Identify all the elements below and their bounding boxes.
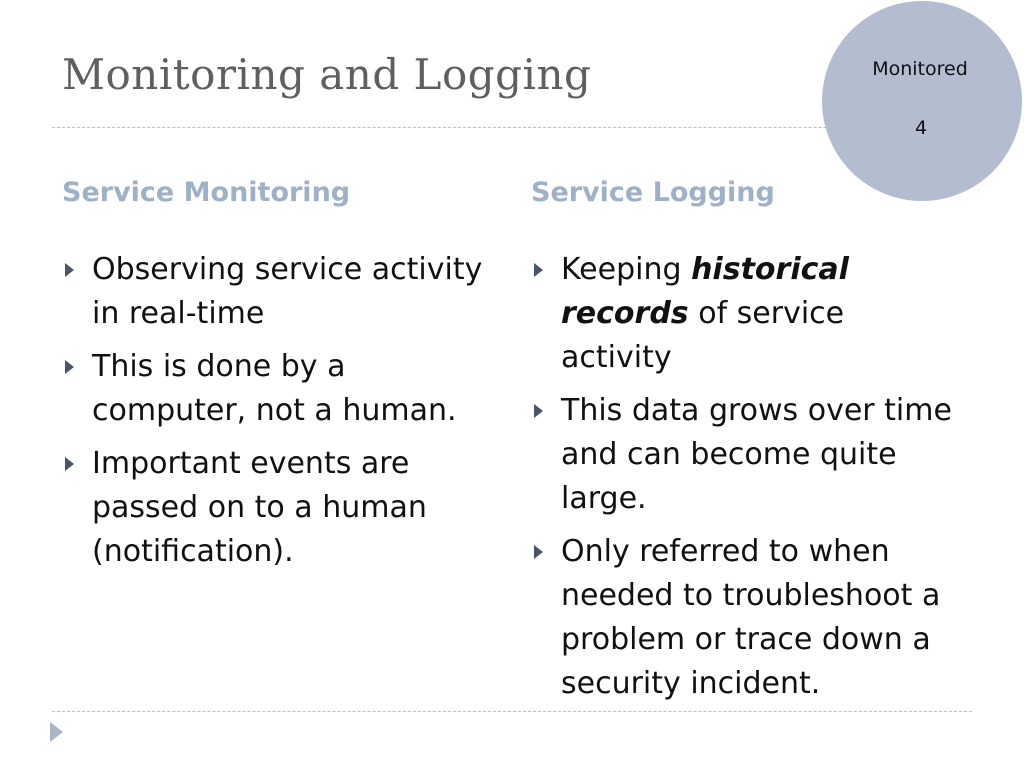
list-item [531,530,961,706]
triangle-bullet-icon [65,263,74,277]
bullet-text: This is done by a computer, not a human. [92,349,457,428]
footer-divider [52,711,972,712]
triangle-bullet-icon [65,360,74,374]
list-item [531,248,961,380]
page-number: 4 [914,117,928,139]
service-logging-heading: Service Logging [531,177,775,208]
monitoring-bullet-list [62,248,492,583]
next-slide-arrow-icon[interactable] [50,722,63,742]
bullet-text-prefix: Keeping [561,252,692,287]
bullet-text: Observing service activity in real-time [92,252,483,331]
bullet-text: This data grows over time and can become quite large. [561,393,952,516]
triangle-bullet-icon [534,404,543,418]
bullet-text-suffix: of service activity [561,296,845,375]
list-item [62,248,492,336]
logging-bullet-list [531,248,961,715]
bullet-text: Important events are passed on to a human (notification). [92,446,427,569]
badge-circle [822,1,1022,201]
badge-label: Monitored [872,58,968,80]
slide-title: Monitoring and Logging [62,50,592,99]
triangle-bullet-icon [65,457,74,471]
list-item [62,345,492,433]
bullet-text: Only referred to when needed to troubleshoot a problem or trace down a security incident. [561,534,941,701]
triangle-bullet-icon [534,263,543,277]
list-item [62,442,492,574]
triangle-bullet-icon [534,545,543,559]
bullet-emphasis: historical records [561,252,849,331]
service-monitoring-heading: Service Monitoring [62,177,351,208]
list-item [531,389,961,521]
